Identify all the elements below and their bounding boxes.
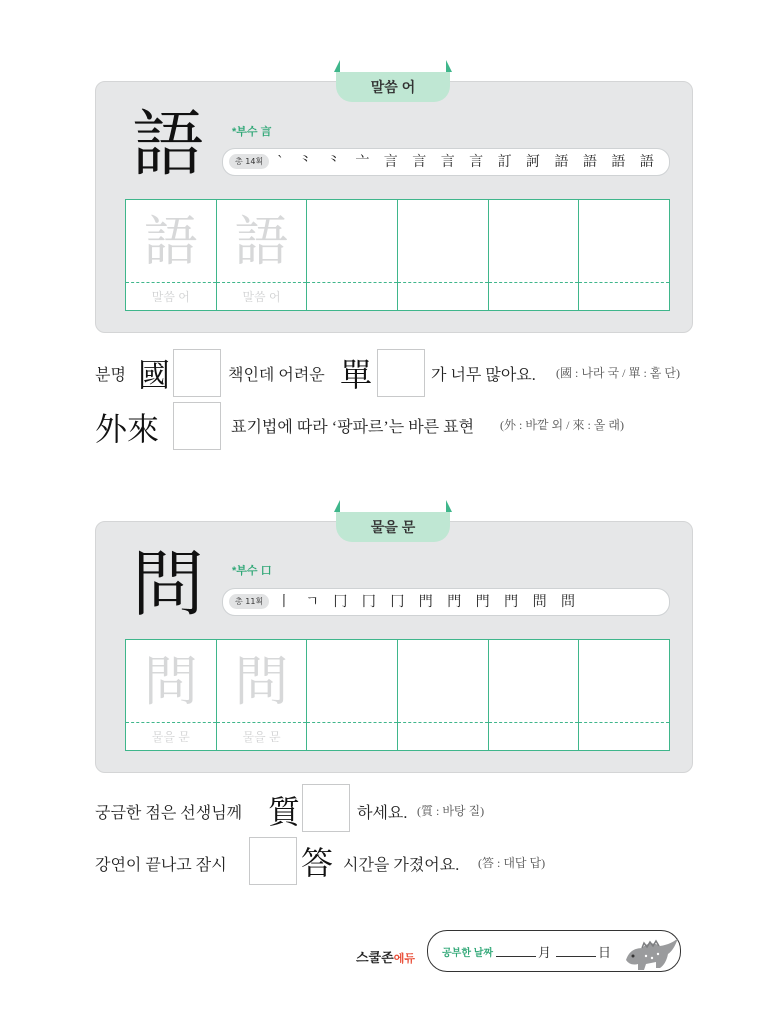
sentence-3-hanja: 質: [268, 793, 301, 831]
guide-dashed-line: [307, 282, 397, 283]
trace-hanja: 語: [234, 210, 289, 273]
practice-cell-empty[interactable]: [398, 640, 489, 750]
guide-dashed-line: [126, 722, 216, 723]
sentence-1-mid: 책인데 어려운: [228, 367, 325, 384]
study-date-label: 공부한 날짜: [442, 948, 494, 959]
sentence-4-hanja: 答: [301, 844, 334, 882]
stroke-order-bar: [222, 588, 670, 616]
practice-cell-empty[interactable]: [398, 200, 489, 310]
practice-cell-empty[interactable]: [307, 200, 398, 310]
stroke-order-bar: [222, 148, 670, 176]
sentence-1-hanja-1: 國: [138, 356, 171, 394]
writing-practice-grid: [125, 199, 670, 311]
card-title-tab: 물을 문: [336, 512, 450, 542]
sentence-4-hint: (答 : 대답 답): [478, 856, 546, 870]
sentence-2-hint: (外 : 바깥 외 / 來 : 올 래): [500, 418, 624, 432]
sentence-1-hint: (國 : 나라 국 / 單 : 홑 단): [556, 366, 680, 380]
sentence-1-hanja-2: 單: [340, 356, 373, 394]
trace-hanja: 問: [234, 650, 289, 713]
logo-edu-text: 에듀: [393, 953, 415, 965]
practice-cell-traced[interactable]: [217, 200, 308, 310]
trace-reading: 말씀 어: [151, 290, 190, 304]
answer-box[interactable]: [302, 784, 350, 832]
guide-dashed-line: [217, 722, 307, 723]
practice-cell-traced[interactable]: [126, 200, 217, 310]
answer-box[interactable]: [377, 349, 425, 397]
main-hanja: 語: [132, 102, 205, 186]
sentence-2-text: 표기법에 따라 ‘팡파르’는 바른 표현: [231, 419, 475, 436]
practice-cell-empty[interactable]: [579, 640, 669, 750]
stroke-order-sequence: ` ⺀ ⺀ 亠 言 言 言 言 訂 訶 語 語 語 語: [277, 154, 659, 170]
trace-reading: 말씀 어: [242, 290, 281, 304]
guide-dashed-line: [398, 722, 488, 723]
card-title-tab: 말씀 어: [336, 72, 450, 102]
sentence-3-hint: (質 : 바탕 질): [417, 804, 485, 818]
practice-cell-traced[interactable]: [217, 640, 308, 750]
dinosaur-mascot-icon: [620, 934, 680, 974]
answer-box[interactable]: [173, 349, 221, 397]
practice-cell-empty[interactable]: [489, 200, 580, 310]
sentence-4-suffix: 시간을 가졌어요.: [343, 857, 460, 874]
radical-label: *부수 口: [232, 565, 272, 577]
writing-practice-grid: [125, 639, 670, 751]
sentence-1-suffix: 가 너무 많아요.: [431, 367, 536, 384]
guide-dashed-line: [217, 282, 307, 283]
stroke-order-sequence: 丨 ㄱ 冂 冂 冂 門 門 門 門 問 問: [277, 594, 581, 610]
sentence-3-suffix: 하세요.: [357, 805, 408, 822]
stroke-count-badge: 총 14획: [229, 154, 269, 169]
guide-dashed-line: [489, 282, 579, 283]
practice-cell-empty[interactable]: [307, 640, 398, 750]
character-card-eo: [95, 81, 693, 333]
sentence-1-prefix: 분명: [95, 367, 126, 384]
main-hanja: 問: [132, 542, 205, 626]
answer-box[interactable]: [173, 402, 221, 450]
sentence-2-hanja: 外來: [95, 410, 160, 448]
stroke-count-badge: 총 11획: [229, 594, 269, 609]
guide-dashed-line: [307, 722, 397, 723]
month-input-line[interactable]: [496, 956, 536, 957]
logo-main-text: 스쿨존: [356, 950, 394, 965]
character-card-mun: [95, 521, 693, 773]
guide-dashed-line: [489, 722, 579, 723]
guide-dashed-line: [579, 282, 669, 283]
trace-reading: 물을 문: [151, 730, 190, 744]
day-unit: 日: [598, 946, 612, 961]
trace-reading: 물을 문: [242, 730, 281, 744]
trace-hanja: 語: [143, 210, 198, 273]
guide-dashed-line: [579, 722, 669, 723]
trace-hanja: 問: [143, 650, 198, 713]
practice-cell-empty[interactable]: [489, 640, 580, 750]
practice-cell-empty[interactable]: [579, 200, 669, 310]
practice-cell-traced[interactable]: [126, 640, 217, 750]
radical-label: *부수 言: [232, 126, 272, 138]
month-unit: 月: [538, 946, 552, 961]
sentence-3-prefix: 궁금한 점은 선생님께: [95, 805, 243, 822]
sentence-4-prefix: 강연이 끝나고 잠시: [95, 857, 227, 874]
publisher-logo: [356, 947, 415, 966]
day-input-line[interactable]: [556, 956, 596, 957]
guide-dashed-line: [126, 282, 216, 283]
guide-dashed-line: [398, 282, 488, 283]
answer-box[interactable]: [249, 837, 297, 885]
